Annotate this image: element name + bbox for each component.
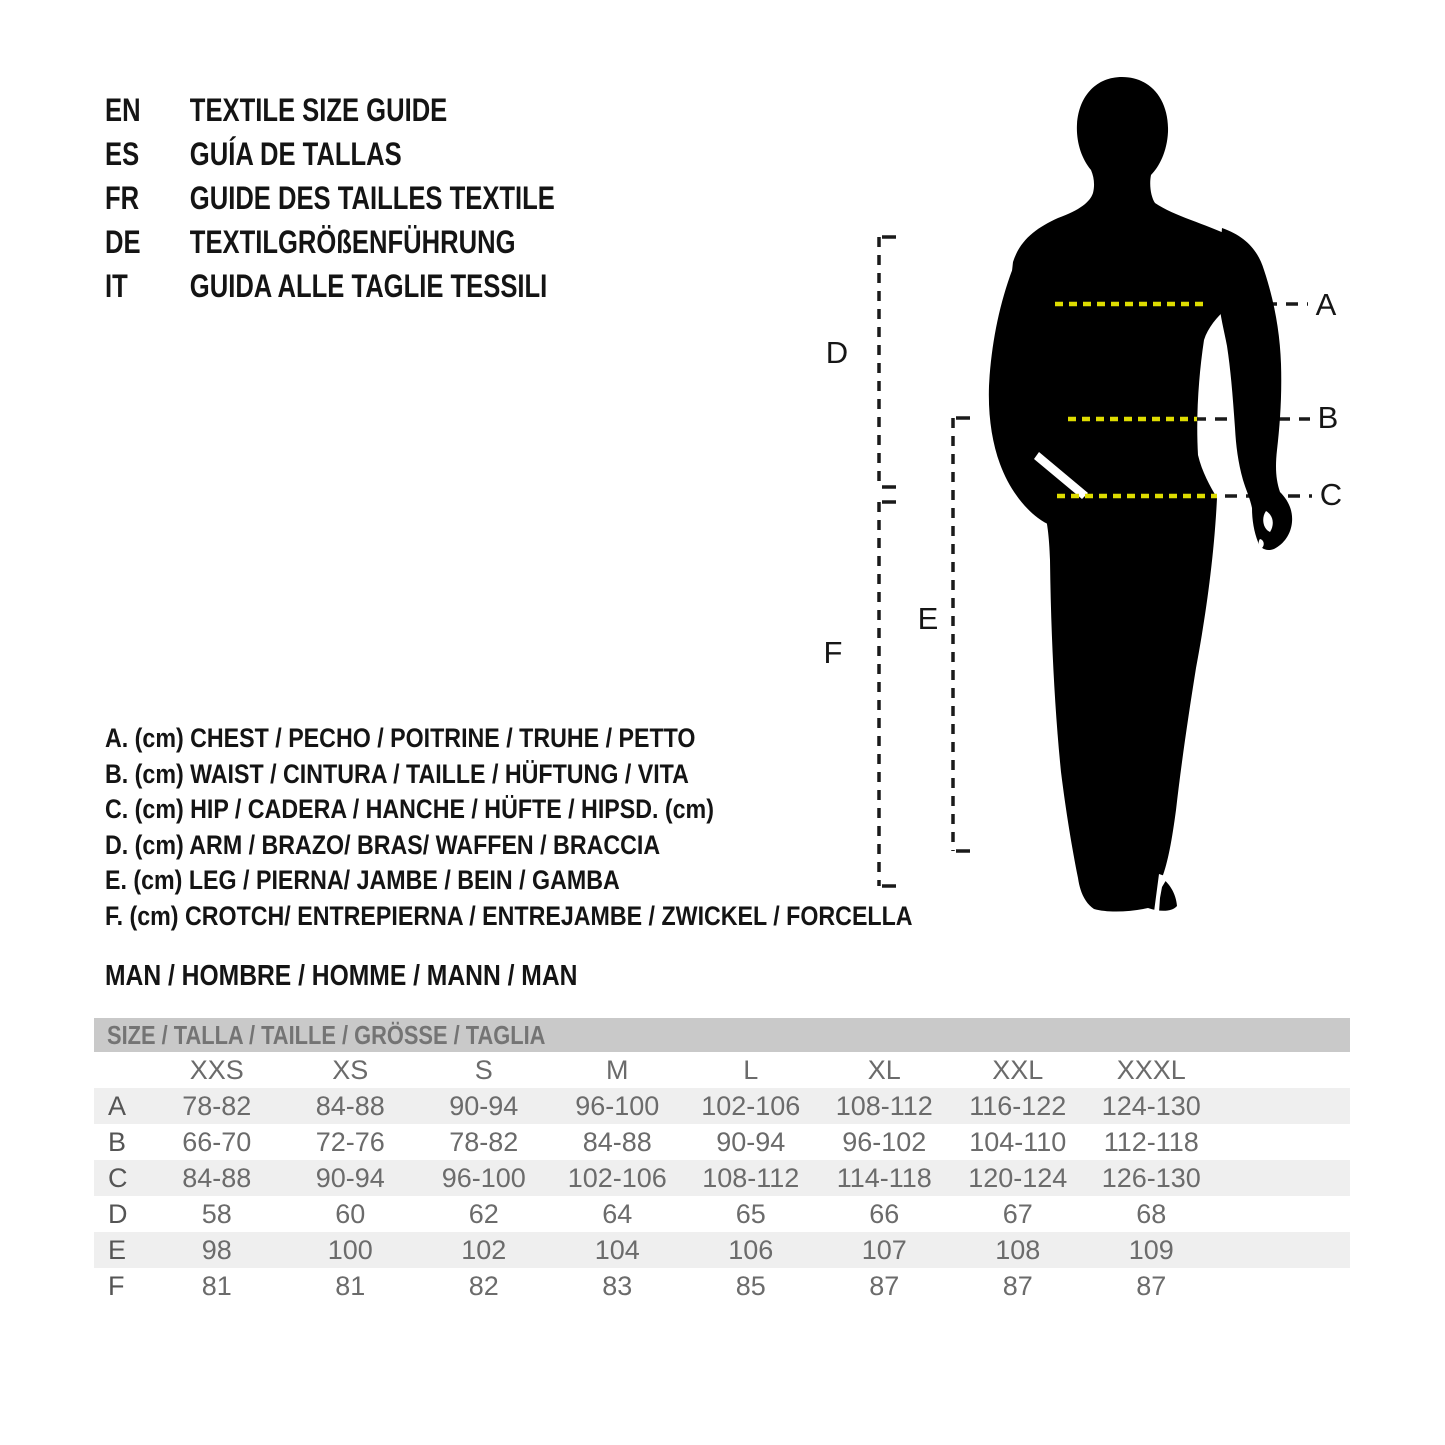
legend-item: F. (cm) CROTCH/ ENTREPIERNA / ENTREJAMBE / ZWICKEL / FORCELLA — [105, 900, 913, 931]
hip-label: C — [1319, 477, 1343, 512]
size-value-cell: 108-112 — [835, 1090, 933, 1121]
size-value-cell: 84-88 — [315, 1090, 385, 1121]
language-code: FR — [105, 180, 140, 216]
size-value-cell: 84-88 — [182, 1162, 252, 1193]
language-label: GUIDE DES TAILLES TEXTILE — [189, 180, 555, 216]
table-row — [94, 1232, 1350, 1268]
size-value-cell: 87 — [1002, 1270, 1033, 1301]
size-value-cell: 83 — [602, 1270, 633, 1301]
table-row — [94, 1088, 1350, 1124]
size-value-cell: 64 — [602, 1198, 633, 1229]
size-value-cell: 84-88 — [582, 1126, 652, 1157]
arm-label: D — [825, 335, 849, 370]
size-value-cell: 65 — [735, 1198, 766, 1229]
size-value-cell: 87 — [1136, 1270, 1167, 1301]
waist-label: B — [1317, 400, 1339, 435]
size-value-cell: 114-118 — [836, 1162, 932, 1193]
size-value-cell: 62 — [468, 1198, 499, 1229]
size-value-cell: 102-106 — [701, 1090, 801, 1121]
size-value-cell: 107 — [861, 1234, 907, 1265]
size-value-cell: 100 — [327, 1234, 373, 1265]
size-value-cell: 106 — [728, 1234, 774, 1265]
size-value-cell: 124-130 — [1101, 1090, 1201, 1121]
table-row — [94, 1124, 1350, 1160]
size-column-header: M — [606, 1054, 629, 1085]
size-value-cell: 102 — [461, 1234, 507, 1265]
size-table-header-bar — [94, 1018, 1350, 1052]
size-value-cell: 81 — [335, 1270, 366, 1301]
size-value-cell: 90-94 — [315, 1162, 385, 1193]
size-value-cell: 102-106 — [567, 1162, 667, 1193]
size-column-header: XS — [332, 1054, 369, 1085]
legend-item: B. (cm) WAIST / CINTURA / TAILLE / HÜFTUNG / VITA — [105, 758, 689, 789]
size-value-cell: 109 — [1128, 1234, 1174, 1265]
language-label: GUIDA ALLE TAGLIE TESSILI — [189, 268, 548, 304]
chest-label: A — [1315, 287, 1337, 322]
row-label: F — [108, 1270, 125, 1301]
size-value-cell: 66-70 — [182, 1126, 252, 1157]
size-value-cell: 58 — [201, 1198, 232, 1229]
size-value-cell: 66 — [869, 1198, 900, 1229]
size-column-header: XXXL — [1116, 1054, 1186, 1085]
category-line: MAN / HOMBRE / HOMME / MANN / MAN — [105, 960, 578, 992]
size-column-header: XL — [867, 1054, 901, 1085]
size-value-cell: 67 — [1002, 1198, 1033, 1229]
size-value-cell: 96-100 — [441, 1162, 526, 1193]
size-value-cell: 112-118 — [1103, 1126, 1199, 1157]
size-value-cell: 126-130 — [1101, 1162, 1201, 1193]
size-value-cell: 104-110 — [969, 1126, 1067, 1157]
size-table — [94, 1018, 1350, 1304]
table-row — [94, 1268, 1350, 1304]
table-row — [94, 1160, 1350, 1196]
legend-item: D. (cm) ARM / BRAZO/ BRAS/ WAFFEN / BRACCIA — [105, 829, 661, 860]
size-value-cell: 68 — [1136, 1198, 1167, 1229]
crotch-label: F — [823, 635, 843, 670]
size-value-cell: 78-82 — [449, 1126, 519, 1157]
legend-item: C. (cm) HIP / CADERA / HANCHE / HÜFTE / HIPSD. (cm) — [105, 794, 714, 824]
language-label: TEXTILE SIZE GUIDE — [189, 92, 448, 128]
language-code: IT — [105, 268, 128, 304]
man-silhouette-right-arm — [1219, 228, 1292, 550]
leg-label: E — [917, 601, 939, 636]
size-value-cell: 96-100 — [575, 1090, 660, 1121]
size-value-cell: 120-124 — [968, 1162, 1068, 1193]
legend-item: E. (cm) LEG / PIERNA/ JAMBE / BEIN / GAMBA — [105, 865, 620, 895]
size-value-cell: 81 — [201, 1270, 232, 1301]
size-column-header: L — [743, 1054, 759, 1085]
size-value-cell: 98 — [201, 1234, 232, 1265]
language-code: EN — [105, 92, 141, 128]
size-value-cell: 72-76 — [315, 1126, 385, 1157]
language-label: TEXTILGRÖßENFÜHRUNG — [189, 224, 516, 260]
size-value-cell: 104 — [594, 1234, 640, 1265]
size-column-header: XXL — [992, 1054, 1044, 1085]
row-label: C — [108, 1162, 128, 1193]
size-value-cell: 78-82 — [182, 1090, 252, 1121]
language-code: ES — [105, 136, 140, 172]
size-value-cell: 116-122 — [969, 1090, 1067, 1121]
table-row — [94, 1196, 1350, 1232]
size-value-cell: 108-112 — [702, 1162, 800, 1193]
size-value-cell: 96-102 — [842, 1126, 927, 1157]
language-label: GUÍA DE TALLAS — [189, 136, 402, 172]
language-code: DE — [105, 224, 141, 260]
legend-item: A. (cm) CHEST / PECHO / POITRINE / TRUHE / PETTO — [105, 723, 696, 753]
row-label: D — [108, 1198, 128, 1229]
row-label: E — [108, 1234, 127, 1265]
size-column-header: S — [474, 1054, 493, 1085]
size-column-header: XXS — [189, 1054, 244, 1085]
size-value-cell: 87 — [869, 1270, 900, 1301]
size-value-cell: 60 — [335, 1198, 366, 1229]
size-value-cell: 90-94 — [449, 1090, 519, 1121]
row-label: B — [108, 1126, 127, 1157]
size-value-cell: 82 — [468, 1270, 499, 1301]
row-label: A — [108, 1090, 127, 1121]
size-value-cell: 90-94 — [716, 1126, 786, 1157]
size-table-columns-row — [94, 1052, 1350, 1088]
size-value-cell: 108 — [995, 1234, 1041, 1265]
size-table-header-text: SIZE / TALLA / TAILLE / GRÖSSE / TAGLIA — [107, 1019, 546, 1050]
size-value-cell: 85 — [735, 1270, 766, 1301]
size-table-body — [94, 1052, 1350, 1304]
measurement-legend — [105, 721, 1044, 934]
